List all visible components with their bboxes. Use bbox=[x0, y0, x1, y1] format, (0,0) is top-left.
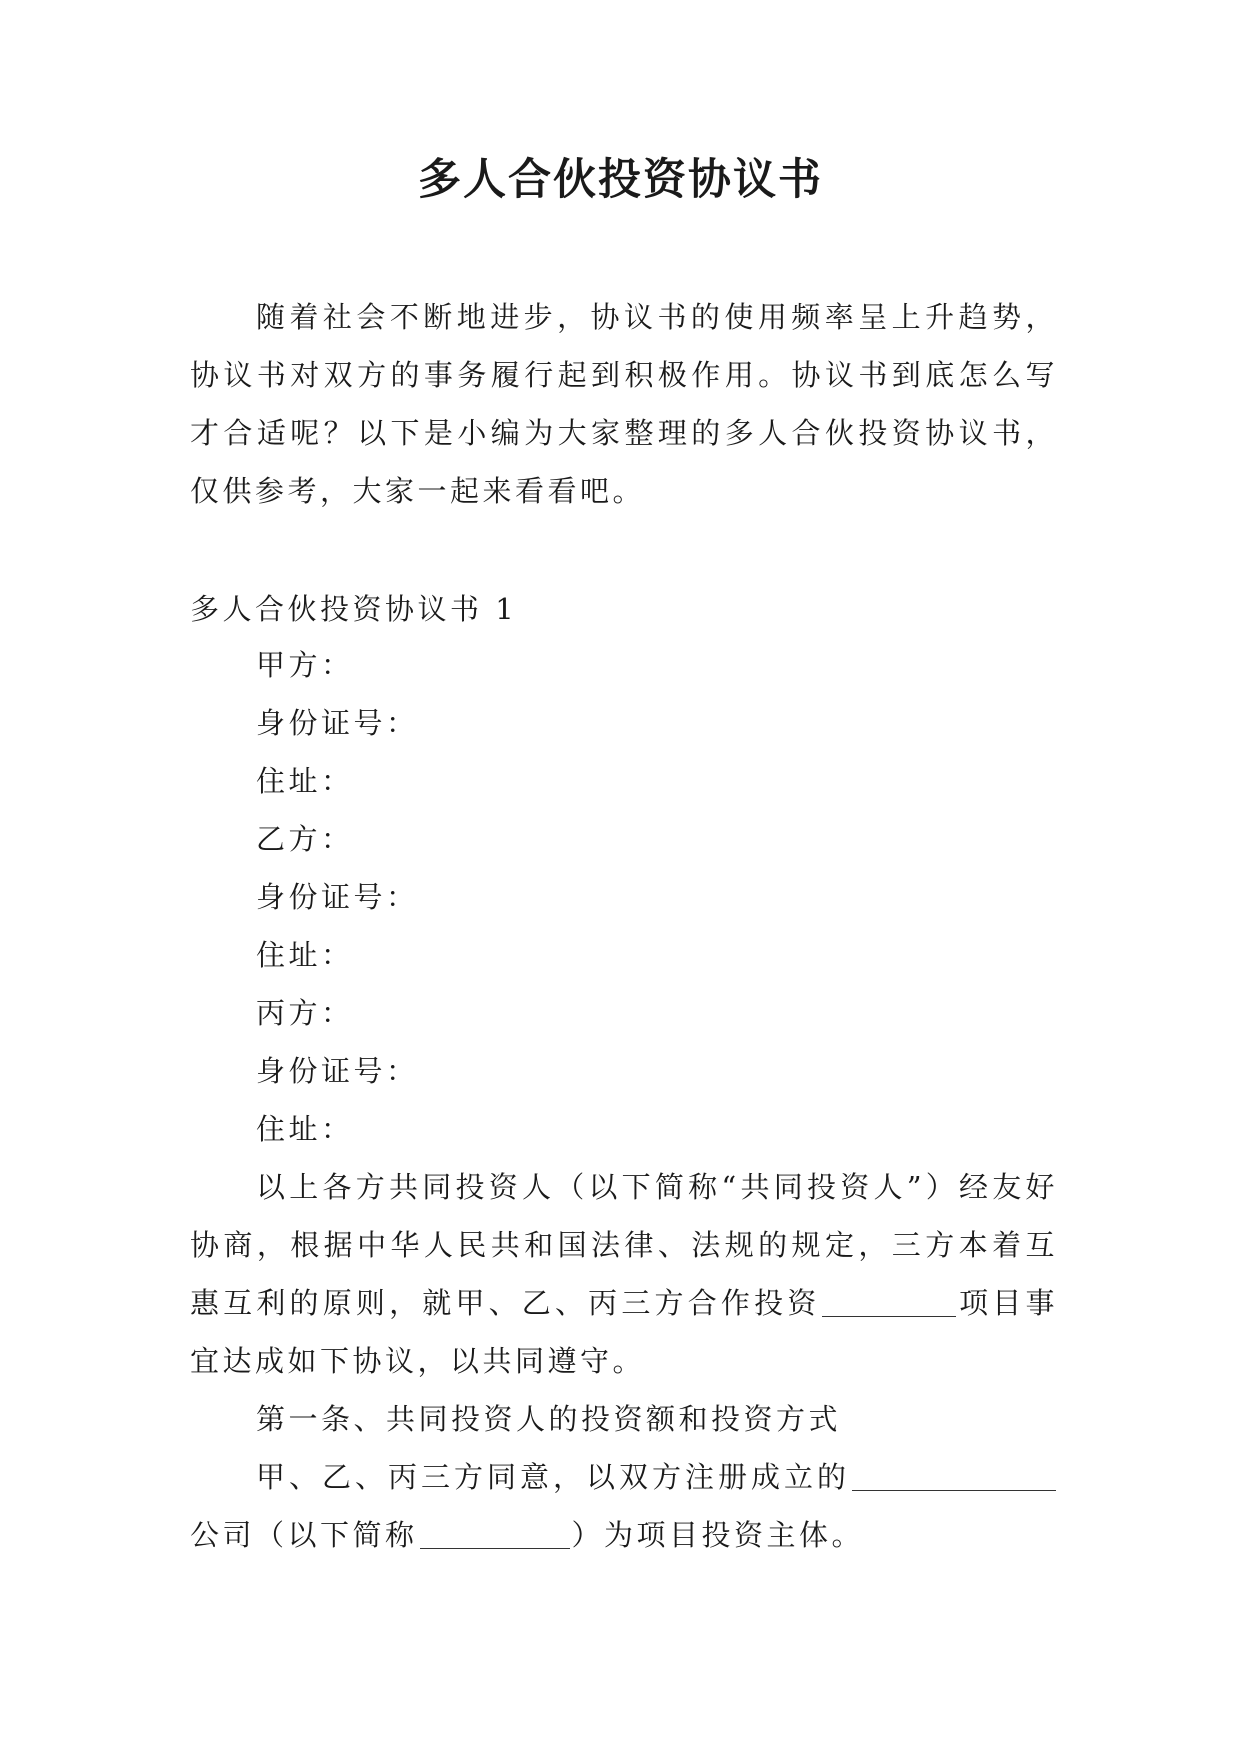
company-short-name-blank bbox=[420, 1518, 570, 1549]
party-b-address-label: 住址： bbox=[256, 938, 354, 972]
agreement-paragraph-2 bbox=[190, 1448, 1058, 1564]
party-c-label: 丙方： bbox=[256, 996, 354, 1030]
intro-paragraph: 随着社会不断地进步，协议书的使用频率呈上升趋势，协议书对双方的事务履行起到积极作用。协议书到底怎么写才合适呢？以下是小编为大家整理的多人合伙投资协议书，仅供参考，大家一起来看看吧。 bbox=[190, 300, 1058, 508]
document-title: 多人合伙投资协议书 bbox=[418, 155, 823, 205]
section-heading: 多人合伙投资协议书 1 bbox=[190, 592, 518, 626]
party-b-id-label: 身份证号： bbox=[256, 880, 419, 914]
party-fields bbox=[190, 636, 1058, 1158]
intro-section bbox=[190, 288, 1058, 520]
party-a-label: 甲方： bbox=[256, 648, 354, 682]
article-1-title: 第一条、共同投资人的投资额和投资方式 bbox=[256, 1402, 842, 1436]
party-c-id-label: 身份证号： bbox=[256, 1054, 419, 1088]
party-a-address-label: 住址： bbox=[256, 764, 354, 798]
agreement-text-1b: 项目事宜达成如下协议，以共同遵守。 bbox=[190, 1286, 1058, 1378]
company-name-blank bbox=[852, 1460, 1056, 1491]
agreement-body bbox=[190, 1158, 1058, 1564]
agreement-text-2a: 甲、乙、丙三方同意，以双方注册成立的 bbox=[256, 1460, 850, 1494]
project-name-blank bbox=[822, 1286, 956, 1317]
agreement-text-2c: ）为项目投资主体。 bbox=[571, 1518, 865, 1552]
agreement-text-2b: 公司（以下简称 bbox=[190, 1518, 418, 1552]
agreement-text-1a: 以上各方共同投资人（以下简称“共同投资人”）经友好协商，根据中华人民共和国法律、法规的规定，三方本着互惠互利的原则，就甲、乙、丙三方合作投资 bbox=[190, 1170, 1058, 1320]
party-b-label: 乙方： bbox=[256, 822, 354, 856]
party-c-address-label: 住址： bbox=[256, 1112, 354, 1146]
party-a-id-label: 身份证号： bbox=[256, 706, 419, 740]
agreement-paragraph-1 bbox=[190, 1158, 1058, 1390]
